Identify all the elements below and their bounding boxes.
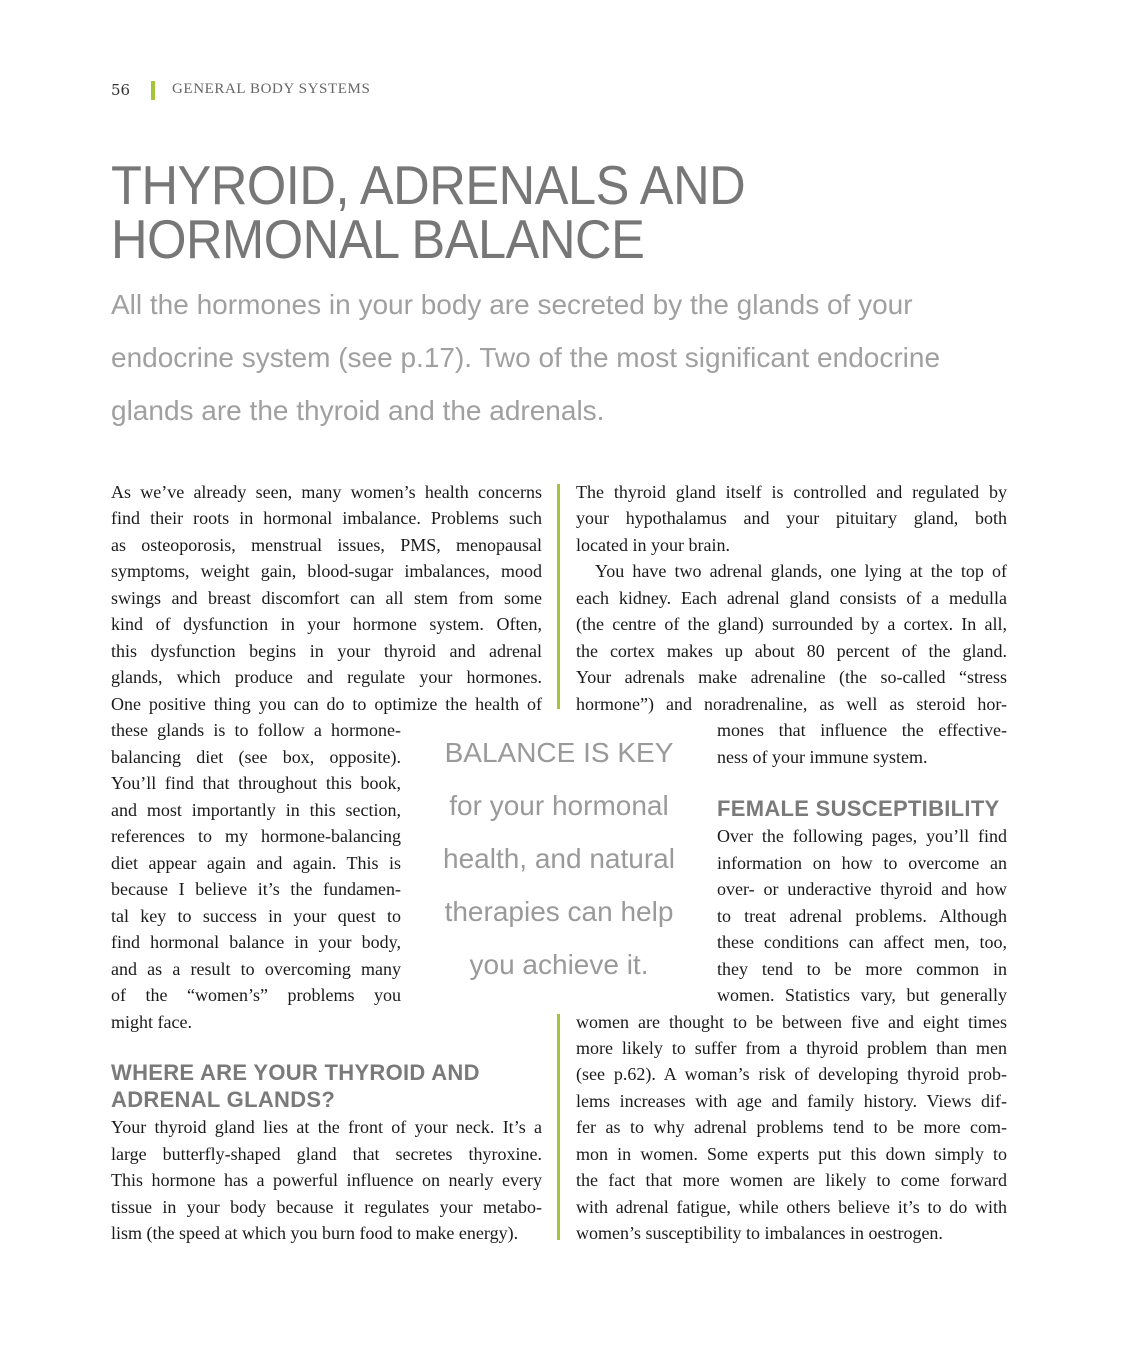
pull-quote-line: for your hormonal [449,790,669,821]
text-line: women’s susceptibility to imbalances in oestrogen. [576,1223,943,1243]
text-line: more likely to suffer from a thyroid problem than men [576,1038,1007,1058]
text-line: and most importantly in this section, [111,800,401,820]
text-line: with adrenal fatigue, while others believe it’s to do with [576,1197,1007,1217]
subhead-female-susceptibility: FEMALE SUSCEPTIBILITY [717,796,1000,821]
text-line: the fact that more women are likely to come forward [576,1170,1007,1190]
text-line: to treat adrenal problems. Although [717,906,1007,926]
text-line: symptoms, weight gain, blood-sugar imbalances, mood [111,561,542,581]
text-line: balancing diet (see box, opposite). [111,747,401,767]
text-line: because I believe it’s the fundamen- [111,879,401,899]
text-line: as osteoporosis, menstrual issues, PMS, menopausal [111,535,542,555]
text-line: ness of your immune system. [717,747,928,767]
text-line: large butterfly-shaped gland that secretes thyroxine. [111,1144,542,1164]
text-line: This hormone has a powerful influence on nearly every [111,1170,542,1190]
subhead-where-are-glands: WHERE ARE YOUR THYROID AND [111,1060,480,1085]
text-line: the cortex makes up about 80 percent of the gland. [576,641,1007,661]
text-line: your hypothalamus and your pituitary gland, both [576,508,1007,528]
text-line: lems increases with age and family history. Views dif- [576,1091,1007,1111]
pull-quote-line: health, and natural [443,843,675,874]
text-line: located in your brain. [576,535,730,555]
text-line: each kidney. Each adrenal gland consists of a medulla [576,588,1007,608]
section-name: GENERAL BODY SYSTEMS [172,81,371,97]
text-line: As we’ve already seen, many women’s health concerns [111,482,542,502]
text-line: (see p.62). A woman’s risk of developing thyroid prob- [576,1064,1007,1084]
text-line: mon in women. Some experts put this down simply to [576,1144,1007,1164]
text-line: One positive thing you can do to optimize the health of [111,694,542,714]
text-line: You’ll find that throughout this book, [111,773,401,793]
text-line: women. Statistics vary, but generally [717,985,1007,1005]
column-rule [557,1014,560,1240]
pull-quote [418,726,700,991]
text-line: women are thought to be between five and eight times [576,1012,1007,1032]
intro-line: All the hormones in your body are secreted by the glands of your [111,289,913,320]
text-line: swings and breast discomfort can all stem from some [111,588,542,608]
text-line: might face. [111,1012,192,1032]
text-line: these conditions can affect men, too, [717,932,1007,952]
text-line: hormone”) and noradrenaline, as well as steroid hor- [576,694,1007,714]
text-line: (the centre of the gland) surrounded by a cortex. In all, [576,614,1007,634]
text-line: of the “women’s” problems you [111,985,401,1005]
subhead-where-are-glands: ADRENAL GLANDS? [111,1087,336,1112]
text-line: lism (the speed at which you burn food to make energy). [111,1223,519,1243]
text-line: and as a result to overcoming many [111,959,401,979]
text-line: find hormonal balance in your body, [111,932,401,952]
text-line: The thyroid gland itself is controlled and regulated by [576,482,1007,502]
text-line: diet appear again and again. This is [111,853,401,873]
pull-quote-line: you achieve it. [469,949,649,980]
page-number: 56 [111,81,131,99]
intro-line: glands are the thyroid and the adrenals. [111,395,605,426]
intro-line: endocrine system (see p.17). Two of the most significant endocrine [111,342,941,373]
text-line: fer as to why adrenal problems tend to be more com- [576,1117,1007,1137]
text-line: Over the following pages, you’ll find [717,826,1007,846]
text-line: information on how to overcome an [717,853,1007,873]
text-line: tal key to success in your quest to [111,906,401,926]
text-line: kind of dysfunction in your hormone system. Often, [111,614,542,634]
intro-paragraph [111,278,1011,437]
text-line: they tend to be more common in [717,959,1007,979]
header-divider-bar [151,81,155,100]
text-line: Your adrenals make adrenaline (the so-called “stress [576,667,1007,687]
pull-quote-line: BALANCE IS KEY [444,737,674,768]
text-line: You have two adrenal glands, one lying at the top of [595,561,1007,581]
text-line: mones that influence the effective- [717,720,1007,740]
text-line: find their roots in hormonal imbalance. Problems such [111,508,542,528]
page-title-line: HORMONAL BALANCE [111,208,645,270]
text-line: glands, which produce and regulate your hormones. [111,667,542,687]
page-title [111,154,957,270]
text-line: over- or underactive thyroid and how [717,879,1007,899]
page-title-line: THYROID, ADRENALS AND [111,154,746,216]
text-line: tissue in your body because it regulates your metabo- [111,1197,542,1217]
text-line: these glands is to follow a hormone- [111,720,401,740]
text-line: references to my hormone-balancing [111,826,401,846]
text-line: this dysfunction begins in your thyroid and adrenal [111,641,542,661]
column-rule [557,484,560,709]
text-line: Your thyroid gland lies at the front of your neck. It’s a [111,1117,542,1137]
pull-quote-line: therapies can help [444,896,674,927]
